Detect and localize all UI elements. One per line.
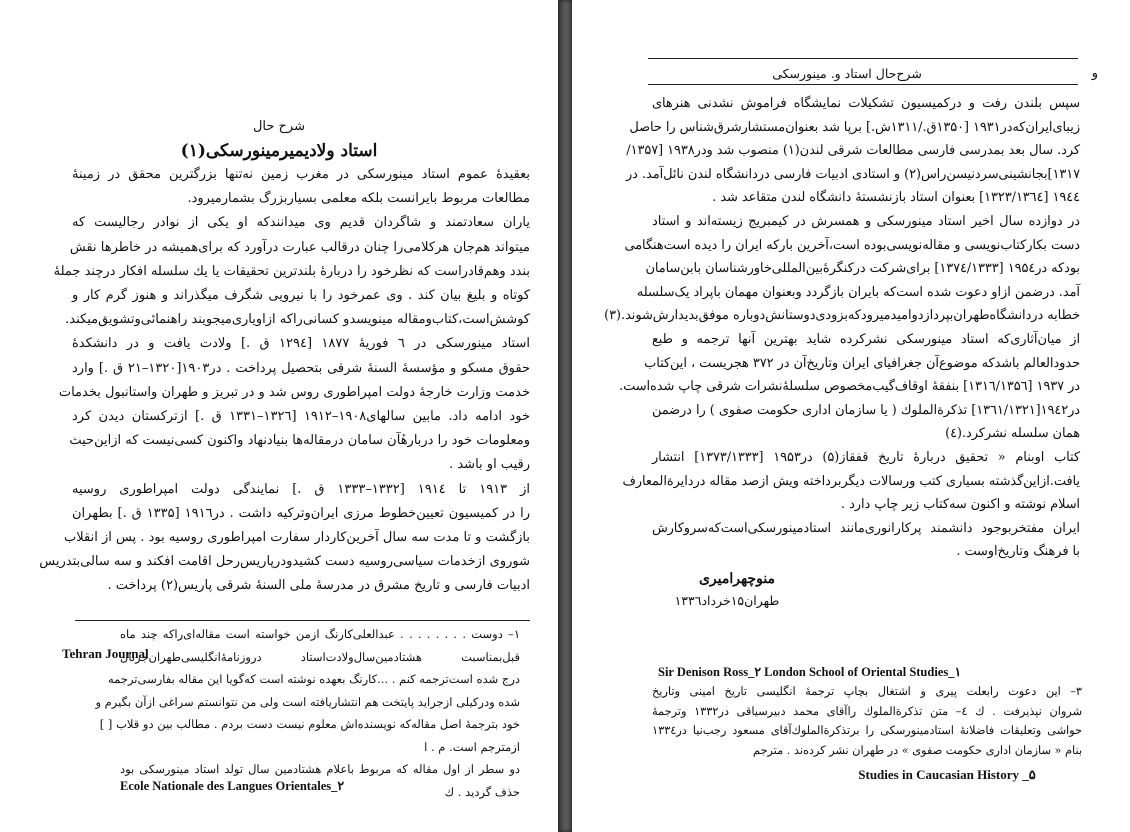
footnote-line: شده ودرکیلی ازجراید پایتخت هم انتشاریافته است ولی من نتوانستم سراغی ازآن بگیرم و [95,694,520,709]
body-line: همان سلسله نشر‌کرد.(٤) [945,426,1080,442]
heading-label: شرح حال [252,119,306,134]
body-line: حقوق مسکو و مؤسسهٔ السنهٔ شرقی بتحصیل پرداخت . در۱۹۰۳[۱۳۲۰–۲۱ ق .] وارد [72,360,530,376]
running-head: شرح‌حال استاد و. مینورسکی [772,66,922,81]
footnote-line: حواشی وتعلیقات فاضلانهٔ استادمینورسکی را برتذکرةالملوك‌آقای مسعود رجب‌نیا در۱۳۳٤ [652,724,1082,737]
body-line: خود ادامه داد. مابین سالهای۱۹۰۸–۱۹۱۲ [۱۳۲٦–۱۳۳۱ ق .] ازترکستان دیدن کرد [72,409,530,424]
footnote-latin-term: Ecole Nationale des Langues Orientales_۲ [120,779,345,793]
footnote-divider [75,620,530,621]
body-line: کتاب اوبنام « تحقیق دربارهٔ تاریخ قفقاز(۵) در۱۹۵۳ [۱۳۷۳/۱۳۳۳] انتشار [652,450,1080,465]
footnote-line: شروان نپذیرفت . ك ٤– متن تذکرةالملوك راآقای محمد دبیرسیاقی در۱۳۳۲ وترجمهٔ [652,704,1082,718]
left-page [0,0,558,832]
body-line: با فرهنگ وتاریخ‌اوست . [956,544,1080,560]
footnote-line: ۱– دوست . . . . . . . . عبدالعلی‌کارنگ ازمن خواسته است مقاله‌ای‌راکه چند ماه [120,627,520,641]
body-line: ۱۳۱۷]بجانشینی‌سردنیسن‌راس(۲) و استادی ادبیات فارسی دردانشگاه لندن نائل‌آمد. در [626,166,1080,182]
footnote-latin-term: Tehran Journal [62,646,149,661]
footnote-line: حذف گردید . ك [444,784,520,799]
body-line: زیبای‌ایران‌که‌در۱۹۳۱ [۱۳۵۰ق./۱۳۱۱ش.] برپا شد بعنوان‌مستشارشرق‌شناس را حاصل [629,119,1080,135]
body-line: یافت.ازاین‌گذشته بسیاری کتب ورسالات دیگربرداخته ویش ازصد مقاله دردایرةالمعارف [622,473,1080,489]
footnote-line: بنام « سازمان اداری حکومت صفوی » در طهران نشر کرده‌ند . مترجم [752,743,1082,757]
body-line: مطالعات مربوط بایرانست بلکه معلمی بسیاربزرگ بشمارمیرود. [187,191,530,207]
body-line: ایران مفتخربوجود دانشمند پرکارانوری‌مانند استادمینورسکی‌است‌که‌سرو‌کارش [652,520,1080,536]
footnote-line: ۳– این دعوت رابعلت پیری و اشتغال بچاپ ترجمهٔ انگلیسی تاریخ امینی وتاریخ [652,685,1082,698]
body-line: آمد. درضمن ازاو دعوت شده است‌که بایران بازگردد وبعنوان مهمان باپراد یک‌سلسله [636,284,1080,300]
body-line: ادبیات فارسی و تاریخ مشرق در مدرسهٔ ملی السنهٔ شرقی پاریس(۲) پرداخت . [107,578,530,594]
body-line: سپس بلندن رفت و درکمیسیون تشکیلات نمایشگاه فراموش نشدنی هنرهای [652,96,1080,111]
book-gutter [558,0,572,832]
body-line: در۱۹٤۲[۱۳٦۱/۱۳۲۱] تذکرةالملوك ( یا سازمان اداری حکومت صفوی ) را درضمن [652,402,1080,418]
body-line: ومعلومات خود را دربارهٔآن سامان درمقاله‌ها بنیادنهاد واکنون کسی‌نیست که ازاین‌حیث [69,433,530,449]
body-line: دست بکار‌کتاب‌نویسی و مقاله‌نویسی‌بوده است،آخرین بار‌که ایران را دیده است‌هنگامی [624,237,1080,253]
body-line: استاد مینورسکی در ٦ فوریهٔ ۱۸۷۷ [۱۲۹٤ ق .] ولادت یافت و در دانشکدهٔ [72,336,530,352]
body-line: از ۱۹۱۳ تا ۱۹۱٤ [۱۳۳۲–۱۳۳۳ ق .] نمایندگی دولت امپراطوری روسیه [72,481,530,497]
header-rule [648,58,1078,59]
footnote-latin-term: Sir Denison Ross_۲ London School of Oriental Studies_۱ [658,665,962,679]
body-line: کوشش‌است،کتاب‌ومقاله مینویسدو کسانی‌راکه ازاویاری‌میجویند راهنمائی‌وتشویق‌میکند. [65,312,530,328]
body-line: از میان‌آثاری‌که استاد مینورسکی نشر‌کرده شاید بهترین آنها ترجمه و طبع [652,332,1080,347]
body-line: بندد وهم‌قادراست که نظرخود را دربارهٔ بلندترین تحقیقات یا یك سلسله افکار درچند جملهٔ [53,263,530,279]
body-line: خدمت وزارت خارجهٔ دولت امپراطوری روس شد و در تبریز و طهران واستانبول بخدمات [58,384,530,400]
body-line: حدودالعالم باشدکه موضوع‌آن جغرافیای ایران وتاریخ‌آن در ۳۷۲ هجریست ، این‌کتاب [644,355,1080,371]
body-line: بودکه در۱۹۵٤ [۱۳۷٤/۱۳۳۳] برای‌شرکت در‌کنگرهٔ‌بین‌المللی‌خاورشناسان بابن‌سامان [645,261,1080,277]
body-line: را در کمیسیون تعیین‌خطوط مرزی ایران‌وترکیه داشت . در۱۹۱٦ [۱۳۳۵ ق .] بطهران [72,505,530,521]
body-line: کوتاه و بلیغ بیان کند . وی عمرخود را با نیرویی شگرف میگذراند و هنوز گرم کار و [72,288,530,303]
body-line: بعقیدهٔ عموم استاد مینورسکی در مغرب زمین نه‌تنها بزرگترین محقق در زمینهٔ [72,167,530,182]
footnote-line: ازمترجم است. م . ا [424,739,520,754]
body-line: میتواند هم‌جان هرکلامی‌را چنان درقالب عبارت درآورد که برای‌همیشه در خاطرها نقش [69,239,530,255]
page-title: استاد ولادیمیرمینورسکی(۱) [180,141,378,161]
header-rule [648,84,1078,85]
footnote-latin-term: Studies in Caucasian History _۵ [858,767,1036,782]
body-line: شوروی ازخدمات سیاسی‌روسیه دست کشیدودرپاریس‌رحل اقامت افکند و سه سالی‌بتدریس [39,554,530,570]
footnote-line: خود بترجمهٔ اصل مقاله‌که نویسنده‌اش معلوم نیست دست بردم . مطالب بین دو قلاب [ ] [99,717,520,731]
right-page [572,0,1130,832]
footnote-line: دو سطر از اول مقاله که مربوط باعلام هشتادمین سال تولد استاد مینورسکی بود [120,762,520,776]
body-line: یاران سعادتمند و شاگردان قدیم وی میدانندکه او یکی از نوادر رجالیست که [72,215,530,231]
body-line: ۱۹٤٤ [۱۳٦٤/۱۳۲۳] بعنوان استاد بازنشستهٔ دانشگاه لندن متقاعد شد . [712,190,1080,206]
body-line: اسلام نوشته و اکنون سه‌کتاب زیر چاپ دارد . [840,497,1080,513]
page-number: و [1091,66,1098,81]
body-line: خطابه دردانشگاه‌طهران‌بپردازدوامیدمیرودکه‌بزودی‌دوستانش‌دوباره موفق‌بدیدارش‌شوند.(۳) [604,308,1080,324]
body-line: کرد. سال بعد بمدرسی فارسی مطالعات شرقی لندن(۱) منصوب شد ودر۱۹۳۸ [۱۳۵۷/ [626,143,1080,159]
footnote-line: قبل‌بمناسبت هشتادمین‌سال‌ولادت‌استاد دروزنامهٔ‌انگلیسی‌طهران‌جرنال [120,649,520,664]
signature-name: منوچهرامیری [698,571,776,587]
signature-date: طهران۱۵خرداد۱۳۳٦ [674,593,780,608]
footnote-line: درج شده است‌ترجمه کنم . ...کارنگ بعهده نوشته است که‌گویا این مقاله بفارسی‌ترجمه [108,672,520,686]
body-line: در ۱۹۳۷ [۱۳۱٦/۱۳۵٦] بنفقهٔ اوقاف‌گیب‌مخصوص سلسلهٔ‌نشرات شرقی چاپ شده‌است. [619,379,1080,395]
body-line: بازگشت و تا مدت سه سال آخرین‌کاردار سفارت امپراطوری روسیه بود . پس از انقلاب [64,530,530,545]
body-line: در دوازده سال اخیر استاد مینورسکی و همسرش در کیمبریج زیسته‌اند و استاد [652,214,1080,229]
body-line: رقیب او باشد . [449,457,530,473]
